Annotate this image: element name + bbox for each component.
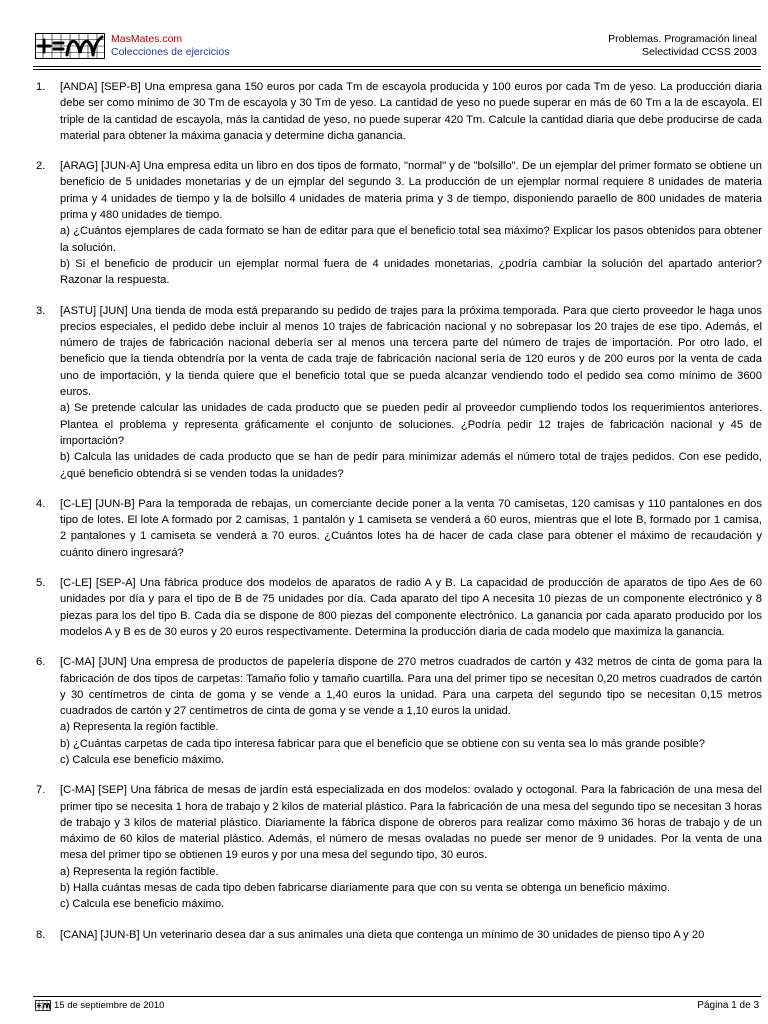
- footer-rule: [33, 996, 761, 997]
- problem-subquestion: b) Calcula las unidades de cada producto que se han de pedir para minimizar además el número total de trajes pedidos. Con ese pedido, ¿qué beneficio obtendrá si se venden todas la unidades?: [60, 451, 762, 480]
- problem-list-container: [36, 79, 762, 957]
- problem-statement: [ASTU] [JUN] Una tienda de moda está preparando su pedido de trajes para la próxima temporada. Para que cierto proveedor le haga unos precios especiales, el pedido debe incluir al menos 10 trajes de fabricación nacional y no sobrepasar los 20 trajes de ese tipo. Además, el número de trajes de fabricación nacional debería ser al menos una tercera parte del número de trajes de importación. Por otro lado, el beneficio que la tienda obtendría por la venta de cada traje de fabricación nacional sería de 120 euros y de 200 euros por la venta de cada uno de importación, y la tienda quiere que el beneficio total que se pueda alcanzar vendiendo todo el pedido sea como mínimo de 3600 euros.: [60, 304, 762, 399]
- document-title-line1: Problemas. Programación lineal: [608, 33, 757, 45]
- page-number: Página 1 de 3: [697, 1000, 759, 1011]
- problem-list: [36, 79, 762, 943]
- problem-number: 2.: [36, 160, 46, 173]
- problem-statement: [C-MA] [SEP] Una fábrica de mesas de jardín está especializada en dos modelos: ovalado y octogonal. Para la fabricación de una mesa del primer tipo se necesita 1 hora de trabajo y 2 kilos de material plástico. Para la fabricación de una mesa del segundo tipo se necesitan 3 horas de trabajo y 3 kilos de material plástico. Diariamente la fábrica dispone de obreros para realizar como máximo 36 horas de trabajo y de un máximo de 60 kilos de material plástico. Además, el número de mesas ovaladas no puede ser menor de 9 unidades. Por la venta de una mesa del primer tipo se obtienen 19 euros y por una mesa del segundo tipo, 30 euros.: [60, 784, 762, 862]
- problem-subquestion: a) Representa la región factible.: [60, 721, 219, 734]
- problem-subquestion: a) Se pretende calcular las unidades de cada producto que se pueden pedir al proveedor cumpliendo todos los requerimientos anteriores. Plantea el problema y representa gráficamente el conjunto de soluciones. ¿Podría pedir 12 trajes de fabricación nacional y 45 de importación?: [60, 402, 762, 447]
- brand: [111, 33, 229, 59]
- document-title-line2: Selectividad CCSS 2003: [642, 46, 757, 58]
- problem-item: [36, 79, 762, 144]
- footer-date: 15 de septiembre de 2010: [54, 1000, 165, 1011]
- header-rule: [33, 66, 761, 67]
- problem-item: [36, 496, 762, 561]
- problem-statement: [C-LE] [SEP-A] Una fábrica produce dos modelos de aparatos de radio A y B. La capacidad de producción de aparatos de tipo Aes de 60 unidades por día y para el tipo de B de 75 unidades por día. Cada aparato del tipo A necesita 10 piezas de un componente electrónico y 8 piezas para los del tipo B. Cada día se dispone de 800 piezas del componente electrónico. La ganancia por cada aparato producido por los modelos A y B es de 30 euros y 20 euros respectivamente. Determina la producción diaria de cada modelo que maximiza la ganancia.: [60, 577, 762, 638]
- problem-subquestion: b) Si el beneficio de producir un ejemplar normal fuera de 4 unidades monetarias, ¿podría cambiar la solución del apartado anterior? Razonar la respuesta.: [60, 257, 762, 287]
- problem-statement: [ANDA] [SEP-B] Una empresa gana 150 euros por cada Tm de escayola producida y 100 euros por cada Tm de yeso. La producción diaria debe ser como mínimo de 30 Tm de escayola y 30 Tm de yeso. La cantidad de yeso no puede superar en más de 60 Tm a la de escayola. El triple de la cantidad de escayola, más la cantidad de yeso, no puede superar 420 Tm. Calcule la cantidad diaria que debe producirse de cada material para obtener la máxima ganacia y determine dicha ganancia.: [60, 81, 762, 142]
- problem-item: [36, 158, 762, 288]
- page-header: [33, 29, 761, 65]
- problem-statement: [CANA] [JUN-B] Un veterinario desea dar a sus animales una dieta que contenga un mínimo de 30 unidades de pienso tipo A y 20: [60, 928, 705, 941]
- problem-subquestion: b) Halla cuántas mesas de cada tipo deben fabricarse diariamente para que con su venta se obtenga un beneficio máximo.: [60, 882, 671, 895]
- problem-statement: [C-MA] [JUN] Una empresa de productos de papelería dispone de 270 metros cuadrados de cartón y 432 metros de cinta de goma para la fabricación de dos tipos de carpetas: Tamaño folio y tamaño cuartilla. Para una del primer tipo se necesitan 0,20 metros cuadrados de cartón y 30 centímetros de cinta de goma y se vende a 1,40 euros la unidad. Para una carpeta del segundo tipo se necesitan 0,15 metros cuadrados de cartón y 27 centímetros de cinta de goma y se vende a 1,10 euros la unidad.: [60, 656, 762, 718]
- site-name: MasMates.com: [111, 33, 183, 45]
- header-rule-thin: [33, 69, 761, 70]
- problem-number: 1.: [36, 81, 46, 93]
- document-title: [608, 33, 757, 59]
- problem-number: 5.: [36, 577, 46, 590]
- site-subtitle: Colecciones de ejercicios: [111, 46, 230, 58]
- page-footer: [33, 996, 761, 1018]
- problem-number: 7.: [36, 784, 46, 797]
- problem-subquestion: a) ¿Cuántos ejemplares de cada formato se han de editar para que el beneficio total sea máximo? Explicar los pasos obtenidos para obtener la solución.: [60, 225, 762, 254]
- problem-subquestion: c) Calcula ese beneficio máximo.: [60, 898, 225, 911]
- problem-number: 8.: [36, 928, 46, 941]
- problem-item: [36, 654, 762, 768]
- problem-subquestion: b) ¿Cuántas carpetas de cada tipo interesa fabricar para que el beneficio que se obtiene con su venta sea lo más grande posible?: [60, 737, 705, 750]
- problem-number: 6.: [36, 656, 46, 669]
- problem-item: [36, 303, 762, 482]
- problem-item: [36, 927, 762, 943]
- masmates-small-logo-icon: [35, 1000, 51, 1011]
- problem-statement: [ARAG] [JUN-A] Una empresa edita un libro en dos tipos de formato, "normal" y de "bolsillo". De un ejemplar del primer formato se obtiene un beneficio de 5 unidades monetarias y de un ejmplar del segundo 3. La producción de un ejemplar normal requiere 8 unidades de materia prima y 4 unidades de tiempo y la de bolsillo 4 unidades de materia prima y 3 de tiempo, disponiendo paraello de 800 unidades de materia prima y 480 unidades de tiempo.: [60, 160, 762, 222]
- problem-number: 4.: [36, 497, 46, 510]
- problem-item: [36, 782, 762, 912]
- problem-statement: [C-LE] [JUN-B] Para la temporada de rebajas, un comerciante decide poner a la venta 70 camisetas, 120 camisas y 110 pantalones en dos tipo de lotes. El lote A formado por 2 camisas, 1 pantalón y 1 camiseta se venderá a 60 euros, mientras que el lote B, formado por 1 camisa, 2 pantalones y 1 camiseta se venderá a 70 euros. ¿Cuántos lotes ha de hacer de cada clase para obtener el máximo de recaudación y cuánto dinero ingresará?: [60, 497, 762, 559]
- problem-item: [36, 575, 762, 640]
- problem-subquestion: c) Calcula ese beneficio máximo.: [60, 753, 225, 766]
- masmates-logo-icon: [35, 33, 105, 59]
- problem-subquestion: a) Representa la región factible.: [60, 865, 219, 878]
- problem-number: 3.: [36, 304, 46, 317]
